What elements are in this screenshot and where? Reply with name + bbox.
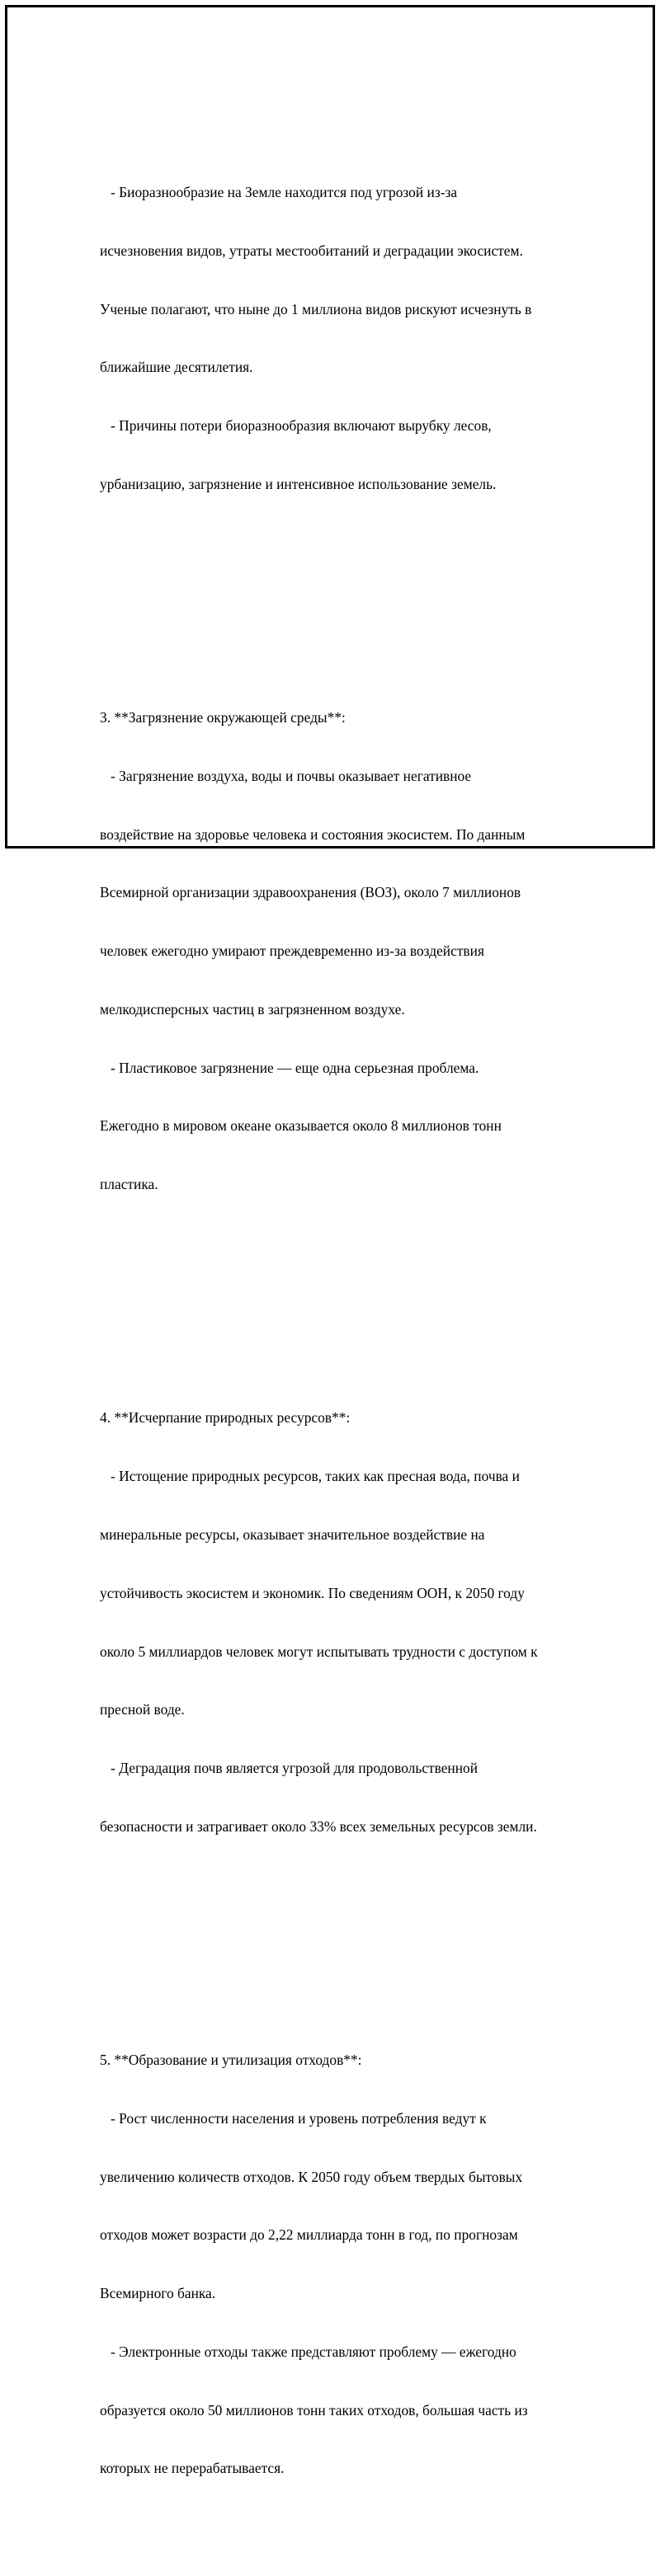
paragraph-spacer [100, 1934, 595, 1953]
text-line: мелкодисперсных частиц в загрязненном воздухе. [100, 1000, 405, 1018]
text-line: отходов может возрасти до 2,22 миллиарда тонн в год, по прогнозам [100, 2226, 518, 2244]
paragraph-spacer [100, 1292, 595, 1312]
text-line: ближайшие десятилетия. [100, 359, 253, 376]
text-line: - Загрязнение воздуха, воды и почвы оказывает негативное [100, 767, 472, 784]
text-line: - Электронные отходы также представляют проблему — ежегодно [100, 2343, 516, 2360]
text-line: Всемирной организации здравоохранения (ВОЗ), около 7 миллионов [100, 884, 521, 901]
text-line: около 5 миллиардов человек могут испытывать трудности с доступом к [100, 1643, 538, 1660]
text-line: образуется около 50 миллионов тонн таких отходов, большая часть из [100, 2401, 528, 2419]
text-line: - Рост численности населения и уровень потребления ведут к [100, 2109, 487, 2127]
text-line: Ежегодно в мировом океане оказывается около 8 миллионов тонн [100, 1117, 502, 1135]
text-line: безопасности и затрагивает около 33% всех земельных ресурсов земли. [100, 1817, 537, 1835]
text-line: - Деградация почв является угрозой для продовольственной [100, 1760, 478, 1777]
page-frame [5, 5, 655, 2477]
text-line: человек ежегодно умирают преждевременно из-за воздействия [100, 942, 484, 960]
text-line: минеральные ресурсы, оказывает значительное воздействие на [100, 1525, 485, 1543]
text-line: - Биоразнообразие на Земле находится под угрозой из-за [100, 183, 458, 200]
text-line: увеличению количеств отходов. К 2050 году объем твердых бытовых [100, 2168, 523, 2185]
section-heading: 5. **Образование и утилизация отходов**: [100, 2051, 362, 2068]
text-line: пластика. [100, 1176, 158, 1193]
text-line: пресной воде. [100, 1701, 185, 1718]
text-line: которых не перерабатывается. [100, 2460, 285, 2477]
section-heading: 4. **Исчерпание природных ресурсов**: [100, 1409, 351, 1427]
section-heading: 3. **Загрязнение окружающей среды**: [100, 709, 346, 726]
text-line: Ученые полагают, что ныне до 1 миллиона видов рискуют исчезнуть в [100, 300, 532, 317]
text-line: воздействие на здоровье человека и состояния экосистем. По данным [100, 825, 526, 843]
paragraph-spacer [100, 591, 595, 611]
text-line: урбанизацию, загрязнение и интенсивное использование земель. [100, 475, 497, 492]
document-body [100, 86, 595, 2576]
text-line: - Причины потери биоразнообразия включают вырубку лесов, [100, 417, 492, 435]
text-line: - Пластиковое загрязнение — еще одна серьезная проблема. [100, 1059, 479, 1076]
paragraph-biodiversity [100, 144, 595, 534]
section-resource-depletion [100, 1370, 595, 1875]
text-line: исчезновения видов, утраты местообитаний и деградации экосистем. [100, 242, 523, 259]
section-waste [100, 2012, 595, 2517]
text-line: устойчивость экосистем и экономик. По сведениям ООН, к 2050 году [100, 1584, 525, 1601]
text-line: Всемирного банка. [100, 2285, 216, 2302]
text-line: - Истощение природных ресурсов, таких как пресная вода, почва и [100, 1468, 520, 1485]
section-pollution [100, 670, 595, 1234]
